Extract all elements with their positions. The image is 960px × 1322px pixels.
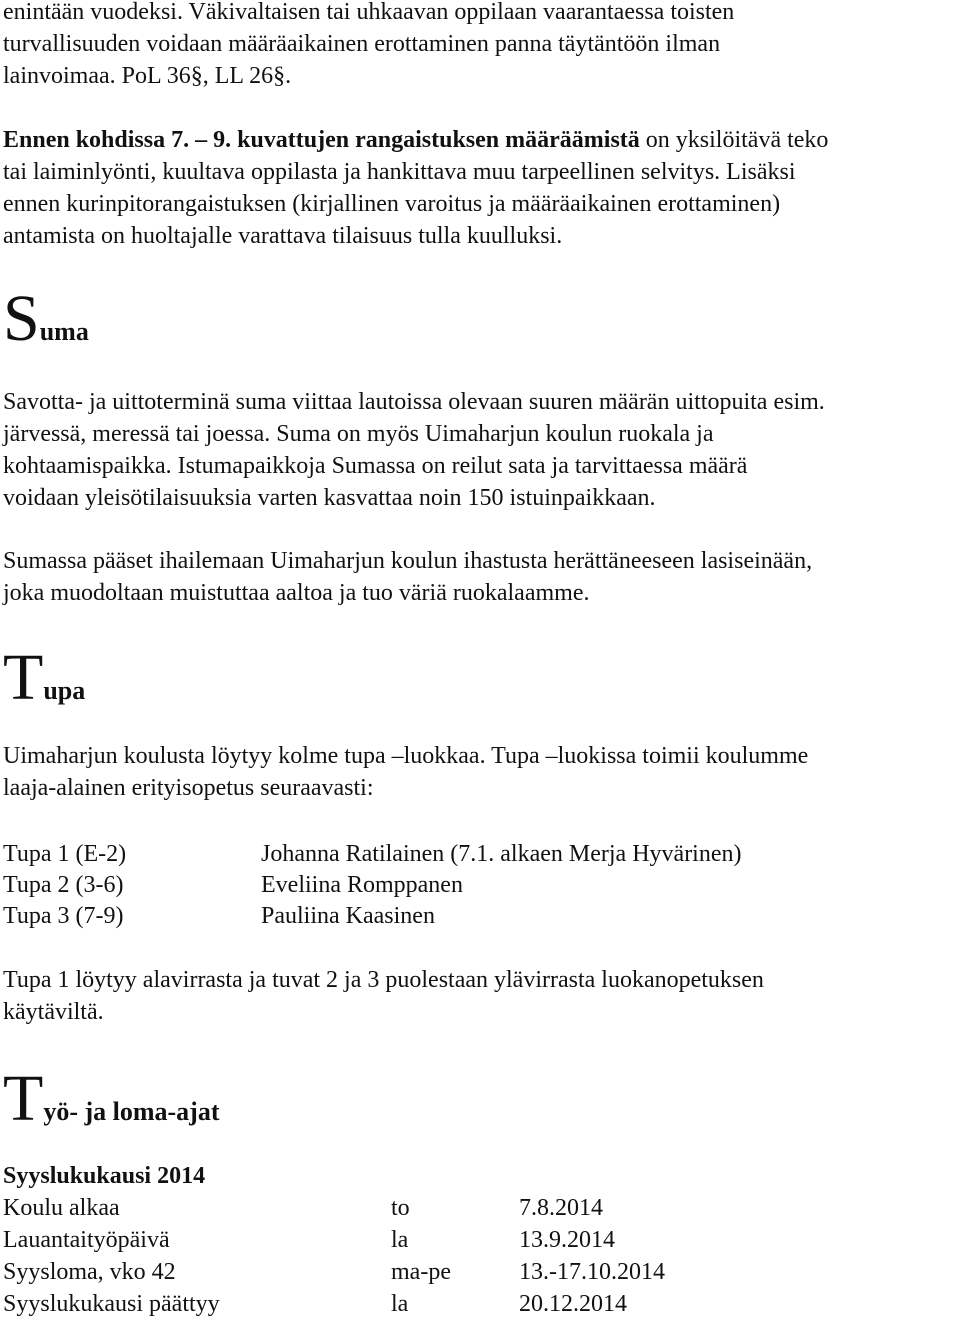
tupa-row [3, 869, 903, 901]
suma-heading-initial: S [3, 282, 40, 355]
schedule-row [3, 1256, 903, 1288]
suma-p1-line-4: voidaan yleisötilaisuuksia varten kasvattaa noin 150 istuinpaikkaan. [3, 485, 656, 511]
tyo-heading [3, 1062, 220, 1135]
intro-line-2: turvallisuuden voidaan määräaikainen erottaminen panna täytäntöön ilman [3, 31, 721, 57]
tupa-p1-line-2: laaja-alainen erityisopetus seuraavasti: [3, 775, 374, 801]
tyo-heading-initial: T [3, 1062, 44, 1135]
tupa-p2-line-1: Tupa 1 löytyy alavirrasta ja tuvat 2 ja 3 puolestaan ylävirrasta luokanopetuksen [3, 967, 764, 993]
rangaistus-line-2: tai laiminlyönti, kuultava oppilasta ja hankittava muu tarpeellinen selvitys. Lisäksi [3, 159, 796, 185]
tupa-teacher: Eveliina Romppanen [261, 872, 463, 898]
rangaistus-bold-phrase: Ennen kohdissa 7. – 9. kuvattujen rangaistuksen määräämistä [3, 127, 640, 153]
rangaistus-line-4: antamista on huoltajalle varattava tilaisuus tulla kuulluksi. [3, 223, 563, 249]
schedule-label: Syysloma, vko 42 [3, 1259, 176, 1285]
tupa-name: Tupa 3 (7-9) [3, 903, 124, 929]
tyo-heading-rest: yö- ja loma-ajat [43, 1097, 220, 1126]
rangaistus-line-3: ennen kurinpitorangaistuksen (kirjallinen varoitus ja määräaikainen erottaminen) [3, 191, 781, 217]
suma-heading [3, 282, 89, 355]
tupa-name: Tupa 2 (3-6) [3, 872, 124, 898]
term-title: Syyslukukausi 2014 [3, 1163, 206, 1189]
schedule-date: 20.12.2014 [519, 1291, 627, 1317]
suma-p1-line-2: järvessä, meressä tai joessa. Suma on myös Uimaharjun koulun ruokala ja [3, 421, 714, 447]
suma-p1-line-1: Savotta- ja uittoterminä suma viittaa lautoissa olevaan suuren määrän uittopuita esim. [3, 389, 825, 415]
suma-p2-line-2: joka muodoltaan muistuttaa aaltoa ja tuo väriä ruokalaamme. [3, 580, 590, 606]
rangaistus-line-1 [3, 124, 828, 156]
schedule-row [3, 1288, 903, 1320]
tupa-teacher: Pauliina Kaasinen [261, 903, 435, 929]
tupa-row [3, 838, 903, 870]
intro-line-3: lainvoimaa. PoL 36§, LL 26§. [3, 63, 292, 89]
schedule-date: 13.9.2014 [519, 1227, 615, 1253]
tupa-p2-line-2: käytäviltä. [3, 999, 104, 1025]
tupa-teacher: Johanna Ratilainen (7.1. alkaen Merja Hyvärinen) [261, 841, 742, 867]
tupa-row [3, 900, 903, 932]
schedule-row [3, 1192, 903, 1224]
tupa-heading-rest: upa [43, 676, 86, 705]
tupa-name: Tupa 1 (E-2) [3, 841, 127, 867]
schedule-day: to [391, 1195, 410, 1221]
schedule-day: la [391, 1291, 409, 1317]
schedule-day: ma-pe [391, 1259, 451, 1285]
schedule-label: Lauantaityöpäivä [3, 1227, 170, 1253]
tupa-heading-initial: T [3, 641, 44, 714]
schedule-label: Syyslukukausi päättyy [3, 1291, 220, 1317]
tupa-p1-line-1: Uimaharjun koulusta löytyy kolme tupa –luokkaa. Tupa –luokissa toimii koulumme [3, 743, 809, 769]
schedule-date: 7.8.2014 [519, 1195, 603, 1221]
tupa-heading [3, 641, 86, 714]
schedule-row [3, 1224, 903, 1256]
suma-p2-line-1: Sumassa pääset ihailemaan Uimaharjun koulun ihastusta herättäneeseen lasiseinään, [3, 548, 813, 574]
suma-heading-rest: uma [39, 317, 89, 346]
schedule-label: Koulu alkaa [3, 1195, 120, 1221]
schedule-date: 13.-17.10.2014 [519, 1259, 665, 1285]
intro-line-1: enintään vuodeksi. Väkivaltaisen tai uhkaavan oppilaan vaarantaessa toisten [3, 0, 735, 25]
schedule-day: la [391, 1227, 409, 1253]
rangaistus-line-1-rest: on yksilöitävä teko [639, 127, 829, 153]
suma-p1-line-3: kohtaamispaikka. Istumapaikkoja Sumassa on reilut sata ja tarvittaessa määrä [3, 453, 748, 479]
